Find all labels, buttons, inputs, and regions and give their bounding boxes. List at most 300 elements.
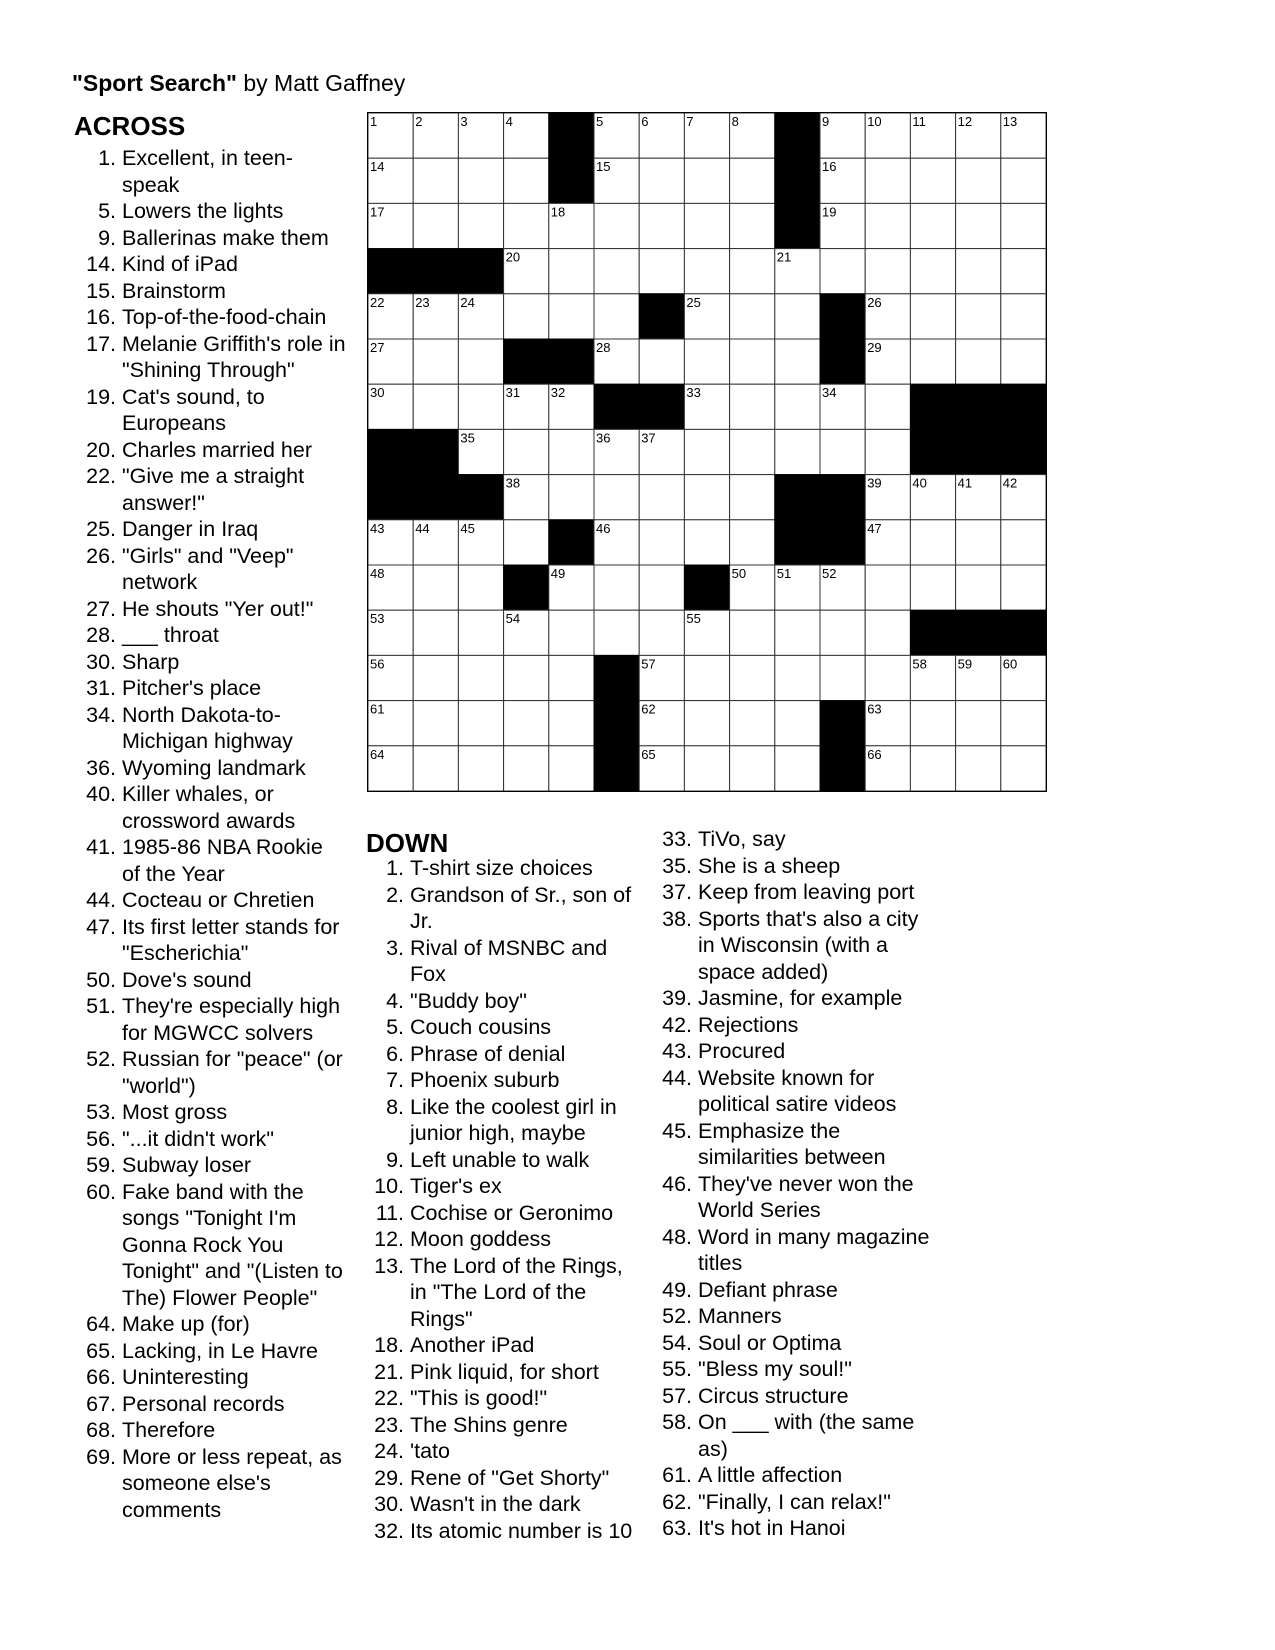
grid-cell[interactable] <box>594 475 639 520</box>
grid-cell[interactable] <box>730 158 775 203</box>
clue-text: Another iPad <box>410 1333 535 1357</box>
grid-cell[interactable] <box>413 339 458 384</box>
clue-text: Cat's sound, to Europeans <box>122 384 265 435</box>
grid-cell[interactable] <box>910 565 955 610</box>
clue-text: "...it didn't work" <box>122 1126 275 1151</box>
clue-item <box>74 1099 346 1126</box>
clue-text: It's hot in Hanoi <box>698 1516 846 1540</box>
grid-cell[interactable] <box>956 701 1001 746</box>
grid-cell[interactable] <box>956 565 1001 610</box>
grid-cell[interactable] <box>413 746 458 791</box>
clue-text: The Shins genre <box>410 1412 568 1437</box>
grid-block <box>820 701 865 746</box>
cell-number: 35 <box>460 430 475 446</box>
grid-cell[interactable] <box>775 610 820 655</box>
clue-item <box>656 1383 936 1410</box>
cell-number: 20 <box>505 249 521 265</box>
clue-item <box>366 1332 641 1359</box>
across-clue-list <box>74 145 346 1523</box>
clue-number: 28. <box>86 623 116 647</box>
grid-cell[interactable] <box>730 339 775 384</box>
grid-cell[interactable] <box>1001 294 1046 339</box>
clue-item <box>366 855 641 882</box>
grid-cell[interactable] <box>956 203 1001 248</box>
grid-cell[interactable] <box>549 610 594 655</box>
grid-cell[interactable] <box>775 429 820 474</box>
grid-cell[interactable] <box>413 701 458 746</box>
clue-number: 58. <box>662 1410 692 1434</box>
grid-cell[interactable] <box>639 610 684 655</box>
grid-cell[interactable] <box>775 384 820 429</box>
grid-cell[interactable] <box>730 610 775 655</box>
clue-number: 64. <box>86 1312 116 1336</box>
clue-item <box>74 1126 346 1153</box>
grid-cell[interactable] <box>684 746 729 791</box>
grid-cell[interactable] <box>865 158 910 203</box>
grid-cell[interactable] <box>865 565 910 610</box>
cell-number: 1 <box>370 114 378 129</box>
grid-block <box>504 565 549 610</box>
clue-item <box>366 1067 641 1094</box>
grid-cell[interactable] <box>639 565 684 610</box>
grid-cell[interactable] <box>775 339 820 384</box>
grid-cell[interactable] <box>639 339 684 384</box>
clue-item <box>74 596 346 623</box>
grid-cell[interactable] <box>549 746 594 791</box>
grid-cell[interactable] <box>1001 339 1046 384</box>
grid-cell[interactable] <box>639 203 684 248</box>
clue-number: 11. <box>375 1200 404 1225</box>
clue-item <box>656 1303 936 1330</box>
clue-number: 12. <box>374 1227 404 1251</box>
cell-number: 11 <box>912 114 926 129</box>
clue-text: Subway loser <box>122 1153 252 1177</box>
grid-cell[interactable] <box>504 655 549 700</box>
grid-cell[interactable] <box>910 294 955 339</box>
cell-number: 62 <box>641 701 656 717</box>
clue-number: 8. <box>386 1094 404 1119</box>
grid-cell[interactable] <box>820 249 865 294</box>
grid-cell[interactable] <box>730 475 775 520</box>
grid-cell[interactable] <box>458 655 503 700</box>
clue-text: Phrase of denial <box>410 1041 566 1066</box>
grid-cell[interactable] <box>730 203 775 248</box>
clue-text: Kind of iPad <box>122 252 238 276</box>
grid-cell[interactable] <box>684 203 729 248</box>
clue-text: Left unable to walk <box>410 1147 590 1172</box>
grid-cell[interactable] <box>1001 520 1046 565</box>
clue-item <box>366 1200 641 1227</box>
grid-cell[interactable] <box>639 475 684 520</box>
grid-cell[interactable] <box>549 249 594 294</box>
clue-text: Cochise or Geronimo <box>410 1200 614 1225</box>
cell-number: 32 <box>550 385 566 401</box>
clue-number: 69. <box>86 1444 116 1469</box>
grid-cell[interactable] <box>775 294 820 339</box>
grid-cell[interactable] <box>865 384 910 429</box>
grid-cell[interactable] <box>775 746 820 791</box>
grid-cell[interactable] <box>865 249 910 294</box>
clue-number: 21. <box>374 1359 404 1384</box>
grid-cell[interactable] <box>730 520 775 565</box>
grid-cell[interactable] <box>820 429 865 474</box>
clue-item <box>366 1518 641 1545</box>
grid-cell[interactable] <box>504 746 549 791</box>
grid-cell[interactable] <box>910 520 955 565</box>
clue-text: "Give me a straight answer!" <box>122 464 305 515</box>
grid-svg <box>368 113 1046 791</box>
cell-number: 2 <box>415 114 423 129</box>
clue-item <box>656 1462 936 1489</box>
clue-number: 27. <box>86 596 116 621</box>
clue-number: 49. <box>662 1277 692 1302</box>
clue-item <box>74 834 346 887</box>
grid-cell[interactable] <box>775 655 820 700</box>
grid-cell[interactable] <box>910 203 955 248</box>
grid-cell[interactable] <box>458 701 503 746</box>
cell-number: 44 <box>415 520 430 536</box>
grid-block <box>594 701 639 746</box>
puzzle-name: "Sport Search" <box>72 70 237 96</box>
grid-block <box>368 249 413 294</box>
clue-text: Rene of "Get Shorty" <box>410 1465 610 1490</box>
grid-cell[interactable] <box>956 249 1001 294</box>
cell-number: 52 <box>822 566 837 581</box>
grid-cell[interactable] <box>730 746 775 791</box>
clue-item <box>656 1489 936 1516</box>
clue-number: 10. <box>374 1174 404 1198</box>
clue-text: A little affection <box>698 1463 843 1487</box>
grid-cell[interactable] <box>594 565 639 610</box>
clue-item <box>74 1311 346 1338</box>
grid-cell[interactable] <box>730 249 775 294</box>
clue-item <box>366 1438 641 1465</box>
clue-item <box>366 1465 641 1492</box>
clue-text: Soul or Optima <box>698 1330 842 1355</box>
crossword-grid[interactable] <box>367 112 1047 792</box>
cell-number: 33 <box>686 385 701 401</box>
grid-cell[interactable] <box>1001 203 1046 248</box>
cell-number: 37 <box>641 430 656 446</box>
grid-cell[interactable] <box>504 203 549 248</box>
grid-block <box>594 384 639 429</box>
clue-item <box>366 1094 641 1147</box>
puzzle-byline: by Matt Gaffney <box>236 70 406 96</box>
grid-block <box>910 429 955 474</box>
clue-number: 5. <box>386 1015 404 1039</box>
grid-cell[interactable] <box>639 520 684 565</box>
clue-item <box>74 198 346 225</box>
clue-number: 48. <box>662 1224 692 1249</box>
cell-number: 40 <box>912 475 927 491</box>
cell-number: 15 <box>596 159 611 175</box>
grid-cell[interactable] <box>413 158 458 203</box>
grid-cell[interactable] <box>1001 701 1046 746</box>
grid-cell[interactable] <box>413 384 458 429</box>
grid-cell[interactable] <box>1001 565 1046 610</box>
clue-number: 9. <box>98 225 116 250</box>
grid-cell[interactable] <box>413 203 458 248</box>
clue-text: Grandson of Sr., son of Jr. <box>410 882 632 933</box>
grid-cell[interactable] <box>594 249 639 294</box>
grid-cell[interactable] <box>865 610 910 655</box>
cell-number: 24 <box>460 294 475 310</box>
clue-number: 7. <box>386 1068 404 1092</box>
clue-item <box>656 1330 936 1357</box>
grid-cell[interactable] <box>549 655 594 700</box>
cell-number: 6 <box>641 114 649 129</box>
clue-item <box>74 1179 346 1312</box>
grid-block <box>458 475 503 520</box>
clue-number: 9. <box>386 1147 404 1172</box>
clue-text: Wasn't in the dark <box>410 1492 581 1516</box>
grid-cell[interactable] <box>549 475 594 520</box>
clue-number: 15. <box>86 278 116 303</box>
clue-number: 46. <box>662 1171 692 1196</box>
grid-cell[interactable] <box>458 610 503 655</box>
grid-cell[interactable] <box>684 158 729 203</box>
clue-number: 1. <box>386 856 404 880</box>
cell-number: 63 <box>867 701 882 717</box>
grid-block <box>413 429 458 474</box>
grid-block <box>549 113 594 158</box>
clue-text: Sports that's also a city in Wisconsin (with a space added) <box>698 906 919 984</box>
cell-number: 13 <box>1002 114 1018 129</box>
clue-text: Excellent, in teen-speak <box>122 146 293 197</box>
cell-number: 36 <box>596 430 611 446</box>
grid-cell[interactable] <box>1001 746 1046 791</box>
grid-cell[interactable] <box>956 520 1001 565</box>
grid-block <box>684 565 729 610</box>
down-clue-list-1 <box>366 855 641 1544</box>
grid-cell[interactable] <box>910 746 955 791</box>
cell-number: 34 <box>822 385 837 401</box>
clue-item <box>656 1012 936 1039</box>
grid-cell[interactable] <box>1001 249 1046 294</box>
grid-cell[interactable] <box>1001 158 1046 203</box>
grid-block <box>504 339 549 384</box>
grid-cell[interactable] <box>639 158 684 203</box>
clue-number: 14. <box>86 252 116 276</box>
cell-number: 27 <box>370 340 385 355</box>
grid-cell[interactable] <box>730 294 775 339</box>
clue-item <box>74 781 346 834</box>
grid-cell[interactable] <box>413 565 458 610</box>
cell-number: 19 <box>822 204 837 220</box>
grid-cell[interactable] <box>594 610 639 655</box>
grid-cell[interactable] <box>956 158 1001 203</box>
clue-text: Rival of MSNBC and Fox <box>410 935 608 986</box>
grid-cell[interactable] <box>956 339 1001 384</box>
clue-text: Sharp <box>122 649 180 674</box>
clue-text: Lowers the lights <box>122 199 284 223</box>
grid-cell[interactable] <box>956 294 1001 339</box>
cell-number: 43 <box>370 520 385 536</box>
clue-number: 19. <box>86 384 116 409</box>
clue-number: 4. <box>386 988 404 1013</box>
clue-text: Melanie Griffith's role in "Shining Through" <box>122 331 346 382</box>
grid-cell[interactable] <box>730 655 775 700</box>
clue-item <box>74 516 346 543</box>
clue-item <box>74 1338 346 1365</box>
clue-item <box>656 1356 936 1383</box>
grid-block <box>1001 429 1046 474</box>
clue-text: Danger in Iraq <box>122 517 259 541</box>
grid-cell[interactable] <box>865 429 910 474</box>
clue-number: 67. <box>86 1391 116 1416</box>
grid-cell[interactable] <box>684 339 729 384</box>
cell-number: 14 <box>370 159 385 175</box>
grid-cell[interactable] <box>684 249 729 294</box>
grid-cell[interactable] <box>775 701 820 746</box>
grid-cell[interactable] <box>684 475 729 520</box>
clue-text: They've never won the World Series <box>698 1171 914 1222</box>
clue-item <box>366 1359 641 1386</box>
clue-number: 3. <box>386 935 404 960</box>
clue-item <box>656 985 936 1012</box>
grid-cell[interactable] <box>684 655 729 700</box>
grid-block <box>956 384 1001 429</box>
grid-block <box>820 746 865 791</box>
clue-text: Like the coolest girl in junior high, maybe <box>410 1094 617 1145</box>
grid-cell[interactable] <box>413 610 458 655</box>
grid-cell[interactable] <box>956 746 1001 791</box>
clue-item <box>74 304 346 331</box>
clue-number: 40. <box>86 782 116 806</box>
grid-cell[interactable] <box>504 520 549 565</box>
cell-number: 45 <box>460 520 475 536</box>
grid-cell[interactable] <box>730 701 775 746</box>
cell-number: 51 <box>776 566 792 581</box>
grid-block <box>820 520 865 565</box>
grid-cell[interactable] <box>910 249 955 294</box>
grid-cell[interactable] <box>458 339 503 384</box>
clue-text: Keep from leaving port <box>698 880 915 904</box>
clue-number: 53. <box>86 1100 116 1124</box>
grid-cell[interactable] <box>639 249 684 294</box>
clue-number: 25. <box>86 517 116 541</box>
grid-cell[interactable] <box>910 339 955 384</box>
clue-text: They're especially high for MGWCC solvers <box>122 994 341 1045</box>
grid-cell[interactable] <box>730 429 775 474</box>
grid-block <box>956 429 1001 474</box>
grid-cell[interactable] <box>684 520 729 565</box>
grid-cell[interactable] <box>684 429 729 474</box>
clue-item <box>74 1046 346 1099</box>
cell-number: 41 <box>957 475 973 491</box>
cell-number: 9 <box>822 114 830 129</box>
grid-cell[interactable] <box>504 158 549 203</box>
cell-number: 55 <box>686 611 701 627</box>
clue-text: Therefore <box>122 1418 216 1442</box>
clue-item <box>366 1147 641 1174</box>
clue-item <box>74 914 346 967</box>
clue-text: More or less repeat, as someone else's comments <box>122 1444 342 1522</box>
grid-cell[interactable] <box>730 384 775 429</box>
grid-block <box>368 429 413 474</box>
cell-number: 30 <box>370 385 385 401</box>
clue-text: Fake band with the songs "Tonight I'm Gonna Rock You Tonight" and "(Listen to The) Flower People" <box>122 1179 343 1310</box>
grid-cell[interactable] <box>504 429 549 474</box>
grid-cell[interactable] <box>910 701 955 746</box>
clue-text: "Buddy boy" <box>410 988 527 1013</box>
cell-number: 53 <box>370 611 385 627</box>
cell-number: 50 <box>731 566 747 581</box>
clue-number: 39. <box>662 986 692 1010</box>
clue-item <box>366 1253 641 1333</box>
clue-number: 20. <box>86 437 116 462</box>
grid-block <box>910 610 955 655</box>
cell-number: 31 <box>505 385 521 401</box>
grid-cell[interactable] <box>865 655 910 700</box>
cell-number: 17 <box>370 204 385 220</box>
clue-text: 1985-86 NBA Rookie of the Year <box>122 835 323 886</box>
clue-item <box>74 145 346 198</box>
grid-cell[interactable] <box>458 158 503 203</box>
grid-cell[interactable] <box>458 203 503 248</box>
grid-cell[interactable] <box>458 384 503 429</box>
cell-number: 22 <box>370 294 385 310</box>
cell-number: 56 <box>370 656 385 672</box>
grid-cell[interactable] <box>594 203 639 248</box>
cell-number: 60 <box>1002 656 1018 672</box>
grid-block <box>413 249 458 294</box>
clue-number: 68. <box>86 1418 116 1442</box>
grid-block <box>956 610 1001 655</box>
clue-item <box>74 225 346 252</box>
clue-number: 44. <box>86 888 116 912</box>
clue-text: Defiant phrase <box>698 1277 838 1302</box>
clue-number: 6. <box>386 1041 404 1066</box>
grid-cell[interactable] <box>549 429 594 474</box>
clue-number: 54. <box>662 1330 692 1355</box>
grid-cell[interactable] <box>820 610 865 655</box>
cell-number: 29 <box>867 340 882 355</box>
clue-number: 65. <box>86 1338 116 1363</box>
clue-text: Its first letter stands for "Escherichia" <box>122 914 340 965</box>
clue-number: 47. <box>86 914 116 939</box>
clue-item <box>74 437 346 464</box>
clue-text: Tiger's ex <box>410 1174 502 1198</box>
grid-cell[interactable] <box>549 294 594 339</box>
clue-number: 57. <box>662 1383 692 1408</box>
grid-cell[interactable] <box>684 701 729 746</box>
cell-number: 28 <box>596 340 611 355</box>
grid-cell[interactable] <box>549 701 594 746</box>
clue-item <box>656 1065 936 1118</box>
clue-number: 61. <box>662 1463 692 1487</box>
clue-number: 51. <box>86 994 116 1018</box>
grid-cell[interactable] <box>504 294 549 339</box>
clue-text: Top-of-the-food-chain <box>122 305 327 329</box>
clue-item <box>366 1173 641 1200</box>
grid-cell[interactable] <box>910 158 955 203</box>
grid-cell[interactable] <box>458 746 503 791</box>
grid-cell[interactable] <box>413 655 458 700</box>
clue-item <box>656 906 936 986</box>
grid-cell[interactable] <box>458 565 503 610</box>
grid-cell[interactable] <box>865 203 910 248</box>
clue-number: 36. <box>86 755 116 780</box>
clue-text: ___ throat <box>122 623 219 647</box>
cell-number: 18 <box>550 204 566 220</box>
grid-cell[interactable] <box>594 294 639 339</box>
clue-number: 66. <box>86 1365 116 1389</box>
grid-cell[interactable] <box>820 655 865 700</box>
clue-number: 63. <box>662 1516 692 1540</box>
clue-text: Uninteresting <box>122 1365 249 1389</box>
grid-cell[interactable] <box>504 701 549 746</box>
